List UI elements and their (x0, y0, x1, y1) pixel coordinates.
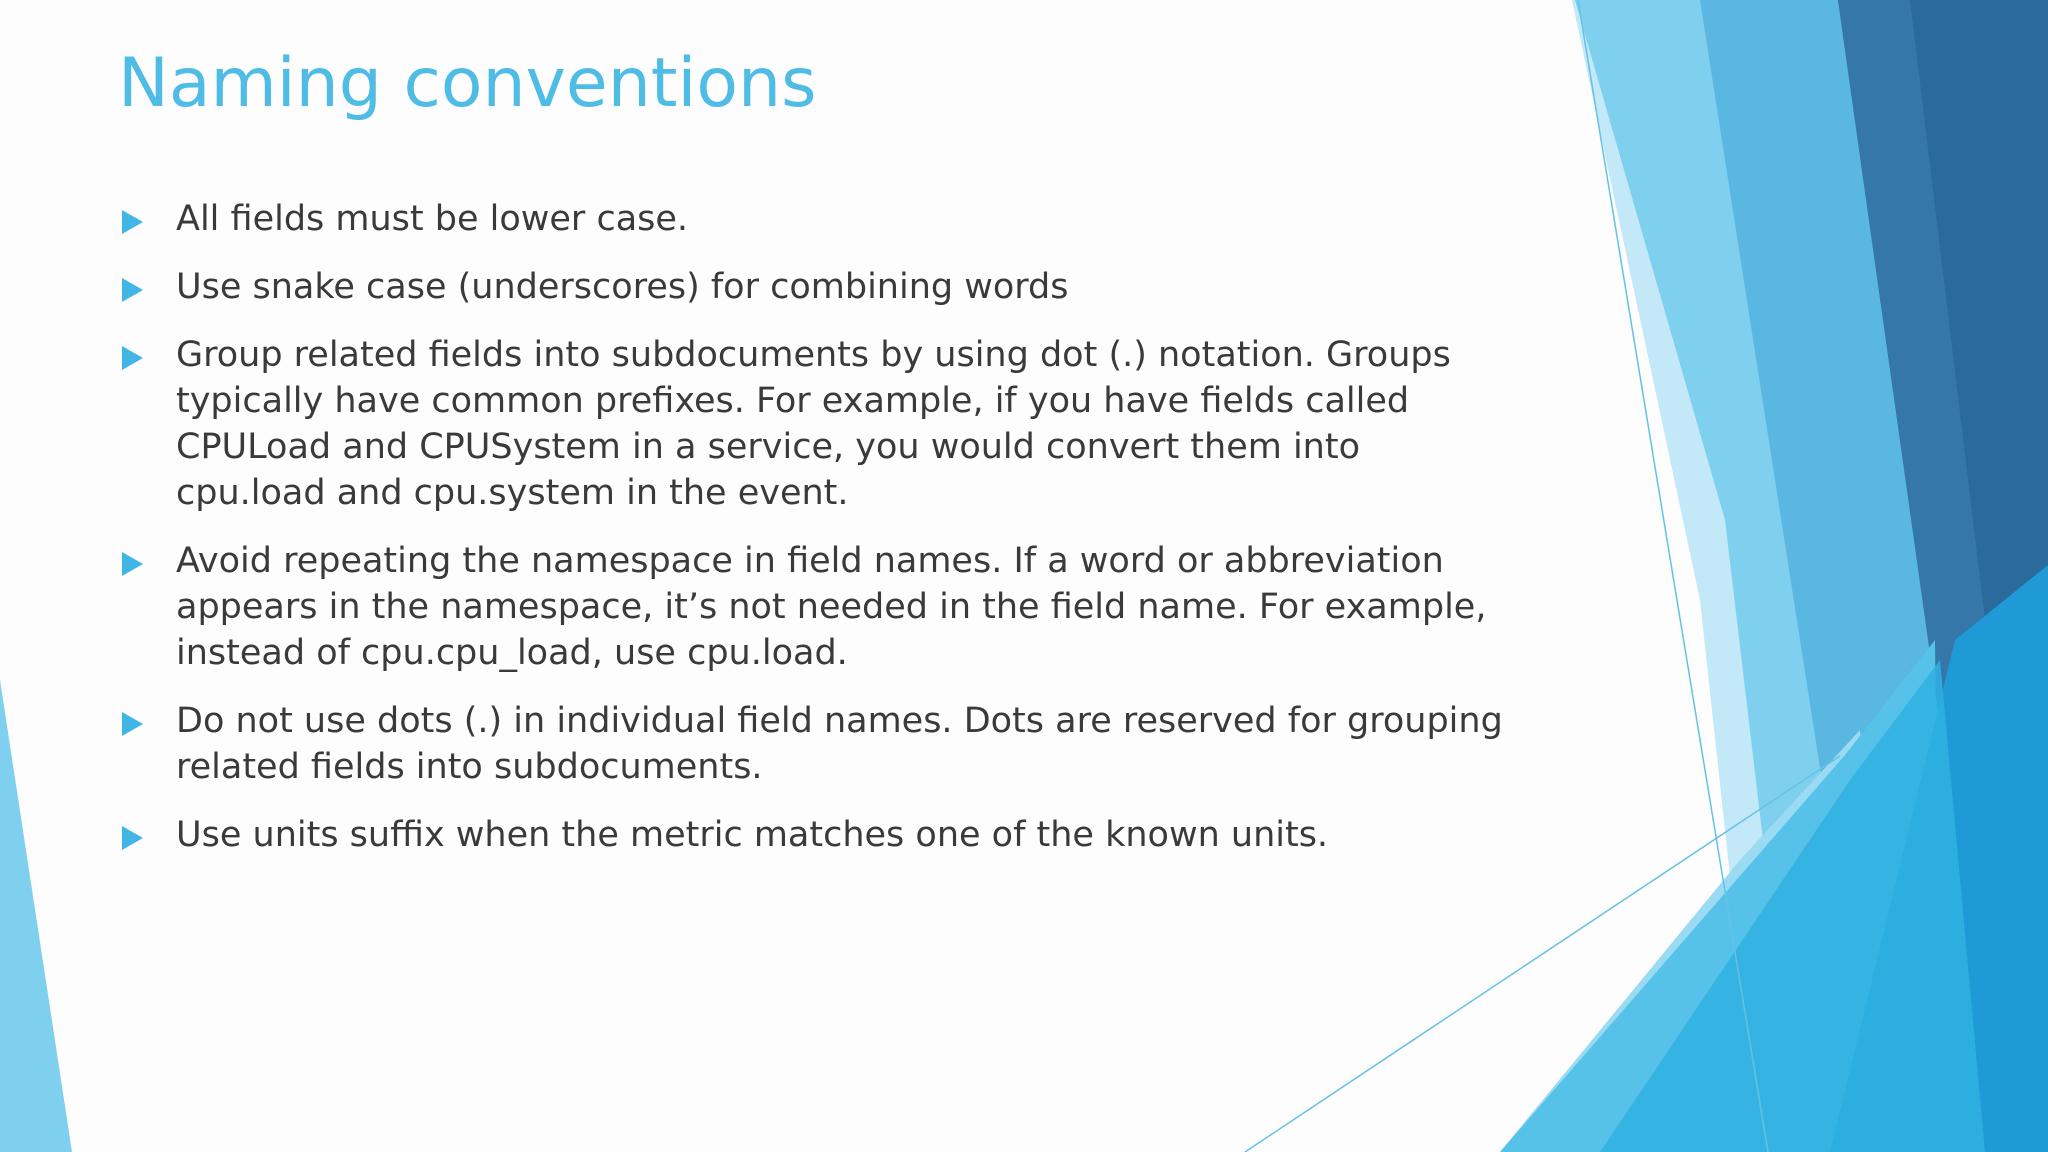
triangle-right-icon (122, 552, 143, 576)
bullet-list (118, 196, 1518, 880)
triangle-right-icon (122, 346, 143, 370)
bullet-text: Avoid repeating the namespace in field names. If a word or abbreviation appears in the namespace, it’s not needed in the field name. For example, instead of cpu.cpu_load, use cpu.load. (176, 541, 1487, 673)
bullet-text: Use snake case (underscores) for combining words (176, 267, 1069, 307)
triangle-right-icon (122, 210, 143, 234)
triangle-right-icon (122, 712, 143, 736)
triangle-right-icon (122, 278, 143, 302)
bullet-item (118, 196, 1518, 242)
bullet-item (118, 264, 1518, 310)
bullet-item (118, 332, 1518, 516)
bullet-item (118, 538, 1518, 676)
bullet-text: Group related fields into subdocuments by using dot (.) notation. Groups typically have common prefixes. For example, if you have fields called CPULoad and CPUSystem in a service, you would convert them into cpu.load and cpu.system in the event. (176, 335, 1451, 513)
bullet-text: Do not use dots (.) in individual field names. Dots are reserved for grouping related fields into subdocuments. (176, 701, 1503, 787)
bullet-item (118, 698, 1518, 790)
bullet-item (118, 812, 1518, 858)
slide-title: Naming conventions (118, 44, 817, 123)
bullet-text: Use units suffix when the metric matches one of the known units. (176, 815, 1329, 855)
triangle-right-icon (122, 826, 143, 850)
bullet-text: All fields must be lower case. (176, 199, 689, 239)
left-edge-shape (0, 680, 72, 1152)
